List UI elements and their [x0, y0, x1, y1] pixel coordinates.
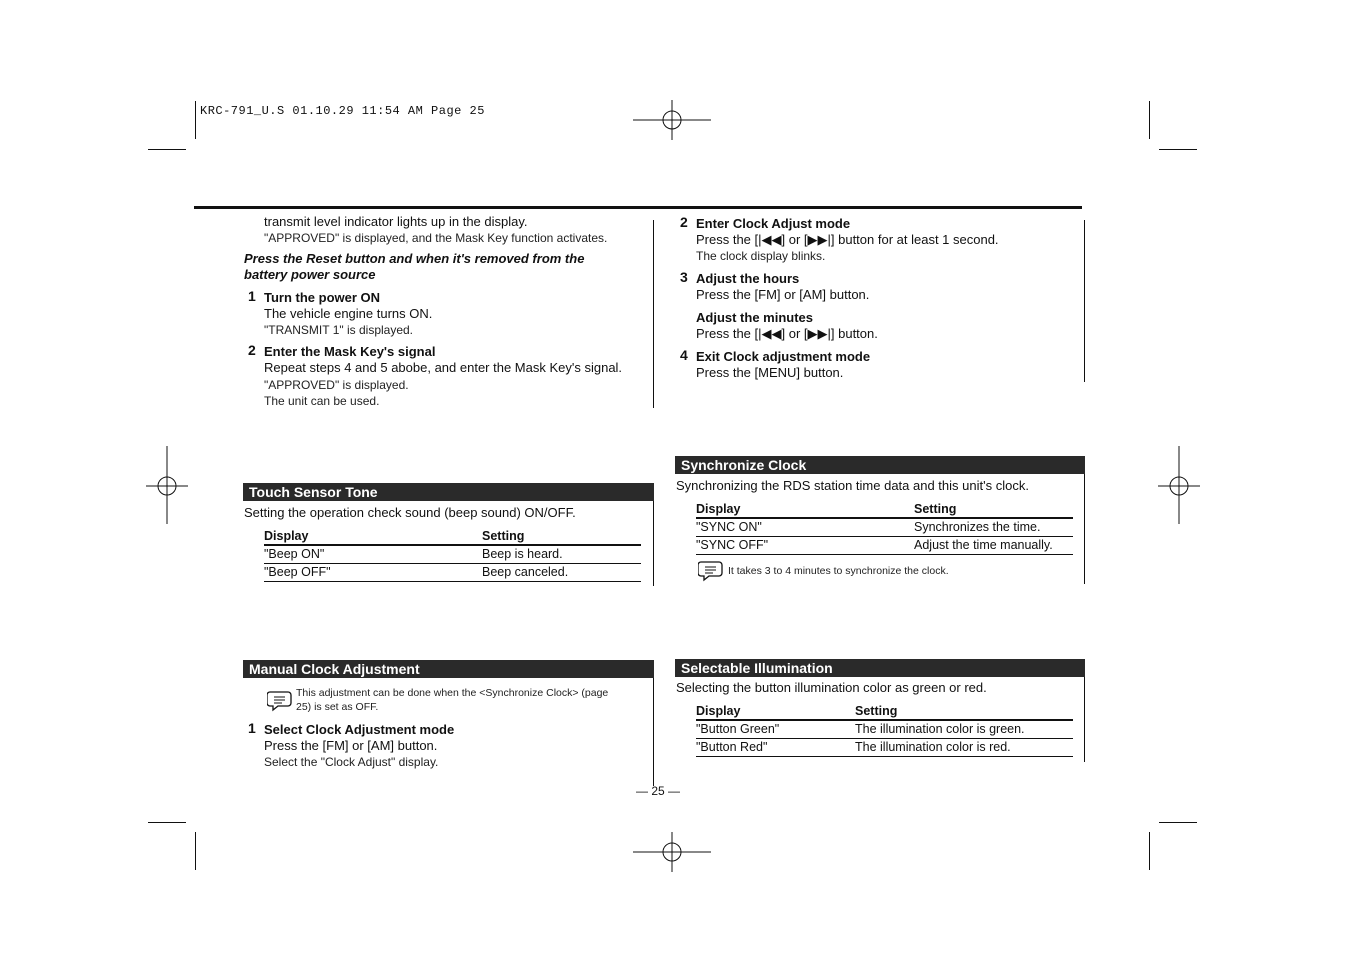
step-text: Press the [|◀◀] or [▶▶|] button for at least 1 second. — [696, 232, 999, 247]
col-setting-header: Setting — [914, 502, 957, 516]
reset-heading: Press the Reset button and when it's removed from the battery power source — [244, 251, 585, 282]
settings-table — [696, 501, 1073, 555]
step-number: 1 — [248, 288, 256, 304]
col-setting-header: Setting — [482, 529, 525, 543]
step-number: 3 — [680, 269, 688, 285]
col-display-header: Display — [696, 502, 741, 516]
section-heading-illumination: Selectable Illumination — [675, 659, 1085, 677]
top-rule — [194, 206, 1082, 209]
sub-step-title: Adjust the minutes — [696, 310, 814, 325]
registration-mark-bottom — [633, 832, 713, 872]
step-number: 2 — [248, 342, 256, 358]
settings-table — [696, 703, 1073, 757]
table-row: "Button Green" The illumination color is green. — [696, 721, 1073, 739]
step-text: Press the [FM] or [AM] button. — [696, 287, 870, 302]
section-heading-touch-sensor: Touch Sensor Tone — [243, 483, 654, 501]
col-display-header: Display — [264, 529, 309, 543]
page-number: — 25 — — [636, 784, 681, 798]
step-subtext: "APPROVED" is displayed. — [264, 378, 409, 392]
step-title: Turn the power ON — [264, 290, 381, 305]
step-text: Press the [FM] or [AM] button. — [264, 738, 438, 753]
step-title: Select Clock Adjustment mode — [264, 722, 455, 737]
note-text: This adjustment can be done when the <Synchronize Clock> (page 25) is set as OFF. — [296, 687, 609, 713]
registration-mark-left — [146, 446, 188, 526]
note-icon — [267, 688, 293, 712]
table-row: "Button Red" The illumination color is red. — [696, 739, 1073, 757]
registration-mark-right — [1158, 446, 1200, 526]
note-text: It takes 3 to 4 minutes to synchronize the clock. — [728, 565, 949, 577]
step-title: Enter the Mask Key's signal — [264, 344, 436, 359]
step-title: Adjust the hours — [696, 271, 800, 286]
step-subtext: Select the "Clock Adjust" display. — [264, 755, 439, 769]
table-row: "SYNC OFF" Adjust the time manually. — [696, 537, 1073, 555]
step-number: 4 — [680, 347, 688, 363]
step-title: Exit Clock adjustment mode — [696, 349, 871, 364]
step-text: Press the [|◀◀] or [▶▶|] button. — [696, 326, 878, 341]
settings-table — [264, 528, 641, 582]
step-text: The vehicle engine turns ON. — [264, 306, 433, 321]
step-subtext: The unit can be used. — [264, 394, 380, 408]
table-row: "SYNC ON" Synchronizes the time. — [696, 519, 1073, 537]
table-header — [696, 501, 1073, 519]
step-number: 1 — [248, 720, 256, 736]
table-header — [696, 703, 1073, 721]
section-description: Synchronizing the RDS station time data and this unit's clock. — [676, 478, 1029, 493]
section-description: Selecting the button illumination color as green or red. — [676, 680, 987, 695]
step-number: 2 — [680, 214, 688, 230]
registration-mark-top — [633, 100, 713, 140]
step-subtext: The clock display blinks. — [696, 249, 826, 263]
step-subtext: "TRANSMIT 1" is displayed. — [264, 323, 414, 337]
print-header: KRC-791_U.S 01.10.29 11:54 AM Page 25 — [200, 104, 485, 118]
step-text: Repeat steps 4 and 5 abobe, and enter the Mask Key's signal. — [264, 360, 623, 375]
section-description: Setting the operation check sound (beep sound) ON/OFF. — [244, 505, 576, 520]
note-icon — [698, 558, 724, 582]
section-heading-manual-clock: Manual Clock Adjustment — [243, 660, 654, 678]
col-setting-header: Setting — [855, 704, 898, 718]
continued-text: transmit level indicator lights up in the display. — [264, 214, 528, 229]
section-heading-synchronize-clock: Synchronize Clock — [675, 456, 1085, 474]
col-display-header: Display — [696, 704, 741, 718]
step-text: Press the [MENU] button. — [696, 365, 844, 380]
column-divider — [653, 220, 654, 408]
table-row: "Beep ON" Beep is heard. — [264, 546, 641, 564]
table-header — [264, 528, 641, 546]
table-row: "Beep OFF" Beep canceled. — [264, 564, 641, 582]
continued-subtext: "APPROVED" is displayed, and the Mask Key function activates. — [264, 231, 608, 245]
step-title: Enter Clock Adjust mode — [696, 216, 851, 231]
